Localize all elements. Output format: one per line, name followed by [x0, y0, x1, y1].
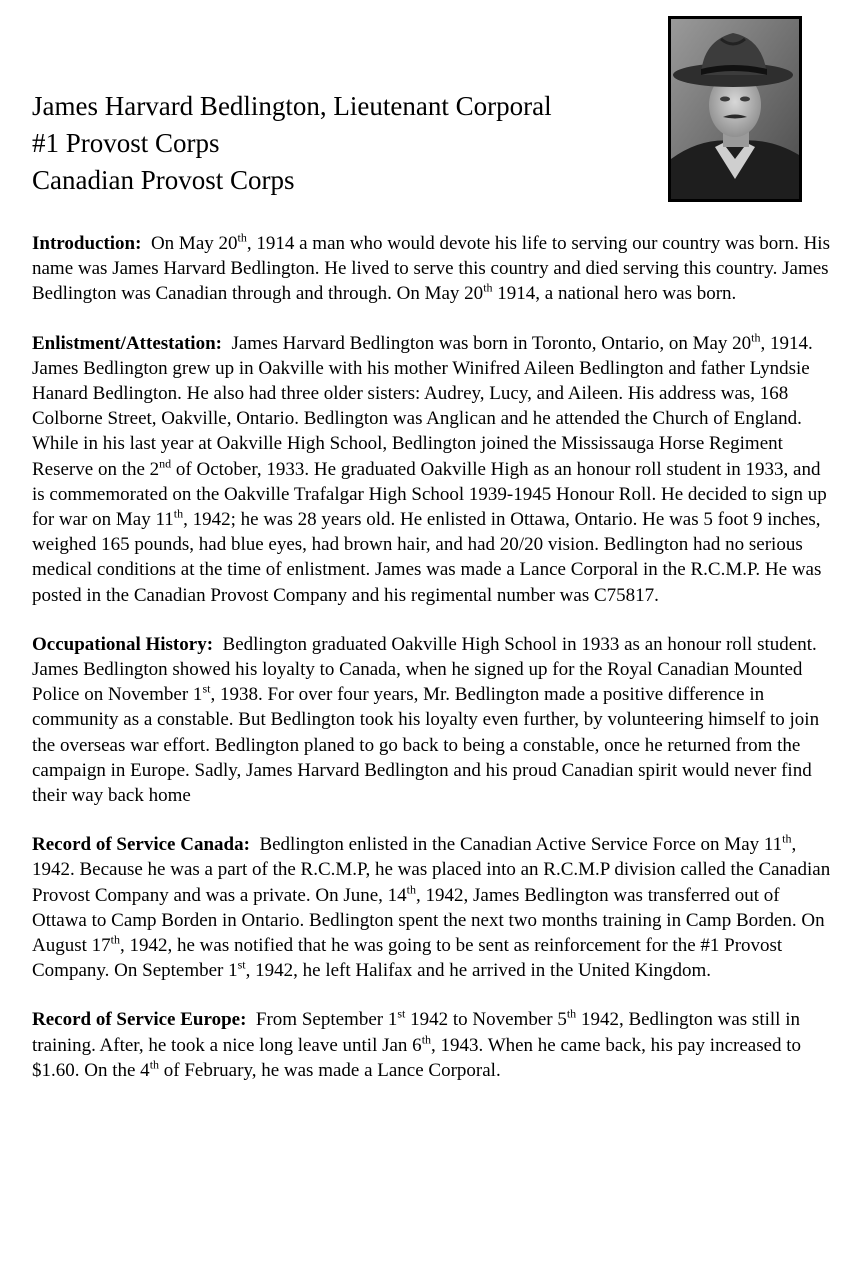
section-text: From September 1	[255, 1009, 398, 1031]
section-occupational-history	[32, 632, 832, 808]
section-text: , 1938. For over four years, Mr. Bedlington made a positive difference in community as a constable. But Bedlington took his loyalty even further, by volunteering himself to join the overseas war effort. Bedlington planed to go back to being a constable, once he returned from the campaign in Europe. Sadly, James Harvard Bedlington and his proud Canadian spirit would never find their way back home	[32, 684, 820, 807]
ordinal-suffix: th	[406, 882, 417, 897]
ordinal-suffix: th	[782, 831, 792, 846]
section-enlistment	[32, 331, 832, 608]
ordinal-suffix: th	[566, 1007, 577, 1022]
section-record-of-service-europe	[32, 1007, 832, 1083]
section-heading-occupational-history: Occupational History:	[32, 633, 214, 655]
section-text: James Harvard Bedlington was born in Toronto, Ontario, on May 20	[231, 332, 752, 354]
ordinal-suffix: st	[202, 681, 211, 696]
ordinal-suffix: st	[237, 957, 246, 972]
section-record-of-service-canada	[32, 832, 832, 983]
section-text: Bedlington graduated Oakville High School in 1933 as an honour roll student. James Bedlington showed his loyalty to Canada, when he signed up for the Royal Canadian Mounted Police on November 1	[32, 633, 817, 706]
section-text: 1942 to November 5	[405, 1009, 567, 1031]
section-text: , 1942, he was notified that he was going to be sent as reinforcement for the #1 Provost Company. On September 1	[32, 935, 783, 982]
section-heading-record-of-service-europe: Record of Service Europe:	[32, 1009, 247, 1031]
section-text: , 1942, he left Halifax and he arrived in the United Kingdom.	[245, 960, 712, 982]
ordinal-suffix: th	[421, 1032, 432, 1047]
section-text: of February, he was made a Lance Corporal.	[159, 1059, 501, 1081]
ordinal-suffix: th	[173, 506, 184, 521]
document-title	[32, 88, 652, 199]
ordinal-suffix: th	[751, 330, 761, 345]
ordinal-suffix: th	[483, 281, 493, 296]
ordinal-suffix: st	[397, 1007, 406, 1022]
title-corps: Canadian Provost Corps	[32, 165, 295, 195]
section-text: On May 20	[150, 233, 238, 254]
section-heading-record-of-service-canada: Record of Service Canada:	[32, 834, 250, 856]
section-text: 1942, Bedlington was still in training. After, he took a nice long leave until Jan 6	[32, 1009, 800, 1056]
section-text: of October, 1933. He graduated Oakville High as an honour roll student in 1933, and is commemorated on the Oakville Trafalgar High School 1939-1945 Honour Roll. He decided to sign up for war on May 11	[32, 458, 827, 531]
portrait-photo-icon	[671, 19, 799, 199]
section-text: , 1914 a man who would devote his life to serving our country was born. His name was James Harvard Bedlington. He lived to serve this country and died serving this country. James Bedlington was Canadian through and through. On May 20	[32, 233, 830, 305]
section-text: , 1943. When he came back, his pay increased to $1.60. On the 4	[32, 1034, 802, 1081]
title-name-rank: James Harvard Bedlington, Lieutenant Corporal	[32, 91, 552, 121]
section-text: , 1914. James Bedlington grew up in Oakville with his mother Winifred Aileen Bedlington and father Lyndsie Hanard Bedlington. He also had three older sisters: Audrey, Lucy, and Aileen. His address was, 168 Colborne Street, Oakville, Ontario. Bedlington was Anglican and he attended the Church of England. While in his last year at Oakville High School, Bedlington joined the Mississauga Horse Regiment Reserve on the 2	[32, 332, 813, 480]
ordinal-suffix: th	[110, 932, 120, 947]
section-text: , 1942. Because he was a part of the R.C.M.P, he was placed into an R.C.M.P division called the Canadian Provost Company and was a private. On June, 14	[32, 834, 831, 906]
document-body	[32, 231, 832, 1107]
portrait-photo	[668, 16, 802, 202]
section-text: Bedlington enlisted in the Canadian Active Service Force on May 11	[259, 834, 783, 856]
title-unit: #1 Provost Corps	[32, 128, 220, 158]
ordinal-suffix: th	[237, 230, 247, 245]
section-heading-enlistment: Enlistment/Attestation:	[32, 332, 222, 354]
section-text: , 1942, James Bedlington was transferred out of Ottawa to Camp Borden in Ontario. Bedlington spent the next two months training in Camp Borden. On August 17	[32, 884, 825, 957]
ordinal-suffix: nd	[159, 456, 172, 471]
section-heading-introduction: Introduction:	[32, 233, 142, 254]
ordinal-suffix: th	[149, 1057, 160, 1072]
section-introduction	[32, 231, 832, 307]
section-text: , 1942; he was 28 years old. He enlisted in Ottawa, Ontario. He was 5 foot 9 inches, weighed 165 pounds, had blue eyes, had brown hair, and had 20/20 vision. Bedlington had no serious medical conditions at the time of enlistment. James was made a Lance Corporal in the R.C.M.P. He was posted in the Canadian Provost Company and his regimental number was C75817.	[32, 509, 822, 606]
section-text: 1914, a national hero was born.	[492, 283, 737, 305]
